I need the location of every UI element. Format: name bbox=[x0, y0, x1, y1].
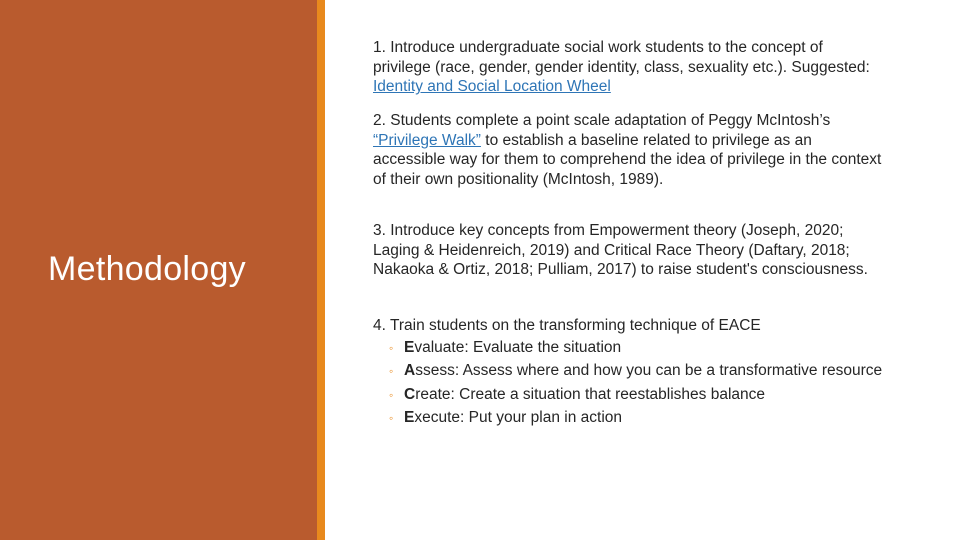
step-1-paragraph bbox=[373, 38, 883, 97]
bullet-icon: ◦ bbox=[389, 411, 394, 426]
eace-letter: C bbox=[404, 385, 416, 403]
eace-list bbox=[373, 339, 883, 428]
step-4-paragraph: 4. Train students on the transforming technique of EACE bbox=[373, 317, 761, 334]
bullet-icon: ◦ bbox=[389, 340, 394, 355]
eace-item bbox=[373, 409, 883, 428]
eace-item bbox=[373, 386, 883, 405]
slide-title: Methodology bbox=[48, 250, 246, 288]
identity-wheel-link[interactable]: Identity and Social Location Wheel bbox=[373, 78, 611, 96]
eace-text: xecute: Put your plan in action bbox=[414, 409, 622, 427]
eace-text: ssess: Assess where and how you can be a transformative resource bbox=[415, 362, 883, 380]
privilege-walk-link[interactable]: “Privilege Walk” bbox=[373, 131, 481, 149]
step-2-paragraph bbox=[373, 111, 883, 189]
eace-text: reate: Create a situation that reestablishes balance bbox=[415, 385, 766, 403]
eace-letter: E bbox=[404, 338, 415, 356]
step-3-paragraph: 3. Introduce key concepts from Empowerment theory (Joseph, 2020; Laging & Heidenreich, 2019) and Critical Race Theory (Daftary, 2018; Nakaoka & Ortiz, 2018; Pulliam, 2017) to raise student's consciousness. bbox=[373, 222, 868, 279]
step-1-text: 1. Introduce undergraduate social work students to the concept of privilege (race, gender, gender identity, class, sexuality etc.). Suggested: bbox=[373, 39, 870, 76]
accent-divider bbox=[317, 0, 325, 540]
eace-letter: A bbox=[404, 362, 416, 380]
bullet-icon: ◦ bbox=[389, 364, 394, 379]
bullet-icon: ◦ bbox=[389, 387, 394, 402]
eace-item bbox=[373, 362, 883, 381]
eace-item bbox=[373, 339, 883, 358]
step-2-text-before: 2. Students complete a point scale adaptation of Peggy McIntosh’s bbox=[373, 112, 831, 129]
step-4-block bbox=[373, 316, 883, 433]
eace-text: valuate: Evaluate the situation bbox=[414, 338, 622, 356]
eace-letter: E bbox=[404, 409, 415, 427]
step-2-text-after: to establish a baseline related to privilege as an accessible way for them to comprehend the idea of privilege in the context of their own positionality (McIntosh, 1989). bbox=[373, 131, 882, 188]
